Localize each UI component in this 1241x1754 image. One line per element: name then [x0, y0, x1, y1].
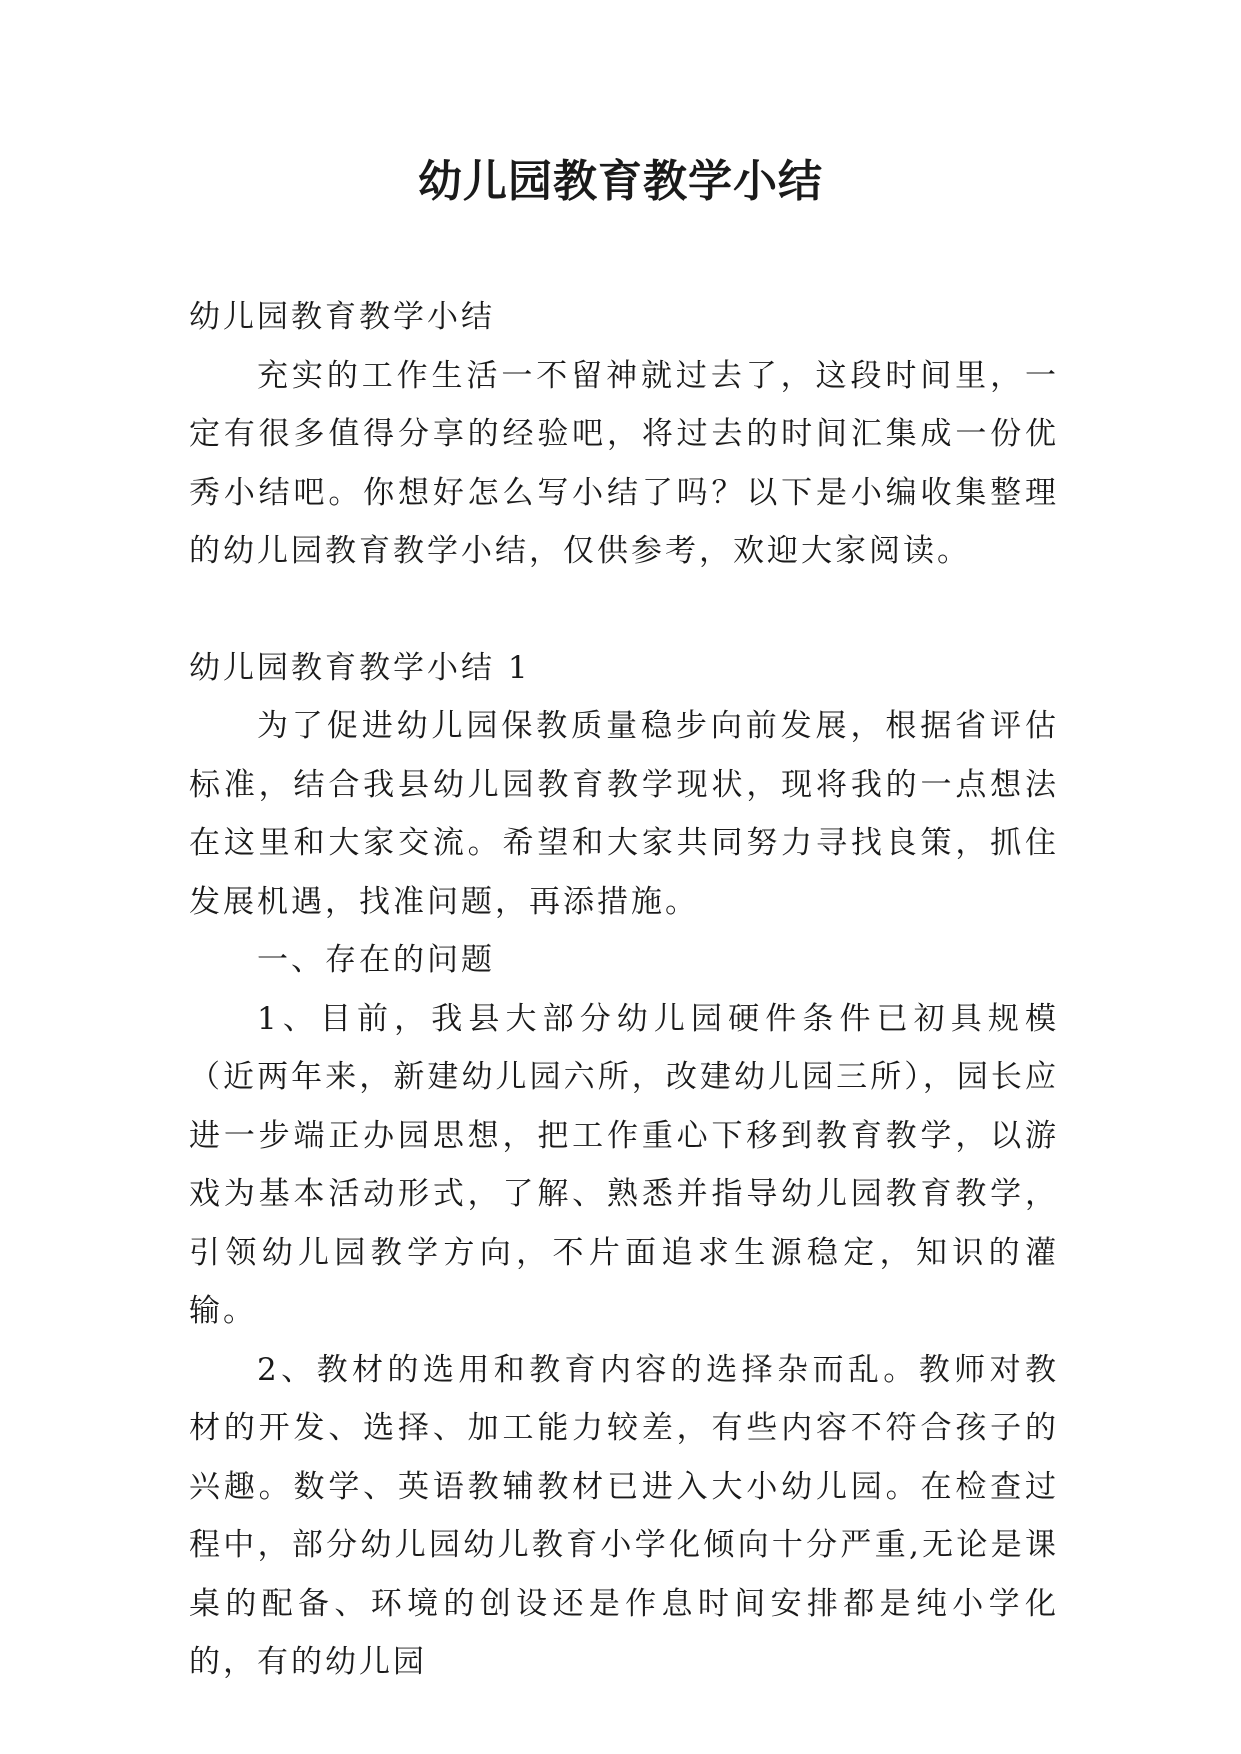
- section-spacer: [189, 581, 1059, 639]
- section-heading: 幼儿园教育教学小结 1: [189, 649, 531, 686]
- document-title: 幼儿园教育教学小结: [418, 156, 823, 207]
- problem-item-2: 2、教材的选用和教育内容的选择杂而乱。教师对教材的开发、选择、加工能力较差，有些内容不符合孩子的兴趣。数学、英语教辅教材已进入大小幼儿园。在检查过程中，部分幼儿园幼儿教育小学化倾向十分严重,无论是课桌的配备、环境的创设还是作息时间安排都是纯小学化的，有的幼儿园: [189, 1351, 1059, 1680]
- problems-heading: 一、存在的问题: [257, 942, 495, 978]
- document-subtitle: 幼儿园教育教学小结: [189, 299, 495, 335]
- problem-item-1: 1、目前，我县大部分幼儿园硬件条件已初具规模（近两年来，新建幼儿园六所，改建幼儿园三所），园长应进一步端正办园思想，把工作重心下移到教育教学，以游戏为基本活动形式，了解、熟悉并指导幼儿园教育教学，引领幼儿园教学方向，不片面追求生源稳定，知识的灌输。: [189, 1000, 1059, 1329]
- section-paragraph: 为了促进幼儿园保教质量稳步向前发展，根据省评估标准，结合我县幼儿园教育教学现状，现将我的一点想法在这里和大家交流。希望和大家共同努力寻找良策，抓住发展机遇，找准问题，再添措施。: [189, 708, 1059, 920]
- intro-paragraph: 充实的工作生活一不留神就过去了，这段时间里，一定有很多值得分享的经验吧，将过去的时间汇集成一份优秀小结吧。你想好怎么写小结了吗？以下是小编收集整理的幼儿园教育教学小结，仅供参考，欢迎大家阅读。: [189, 357, 1059, 569]
- document-body: [189, 288, 1059, 1692]
